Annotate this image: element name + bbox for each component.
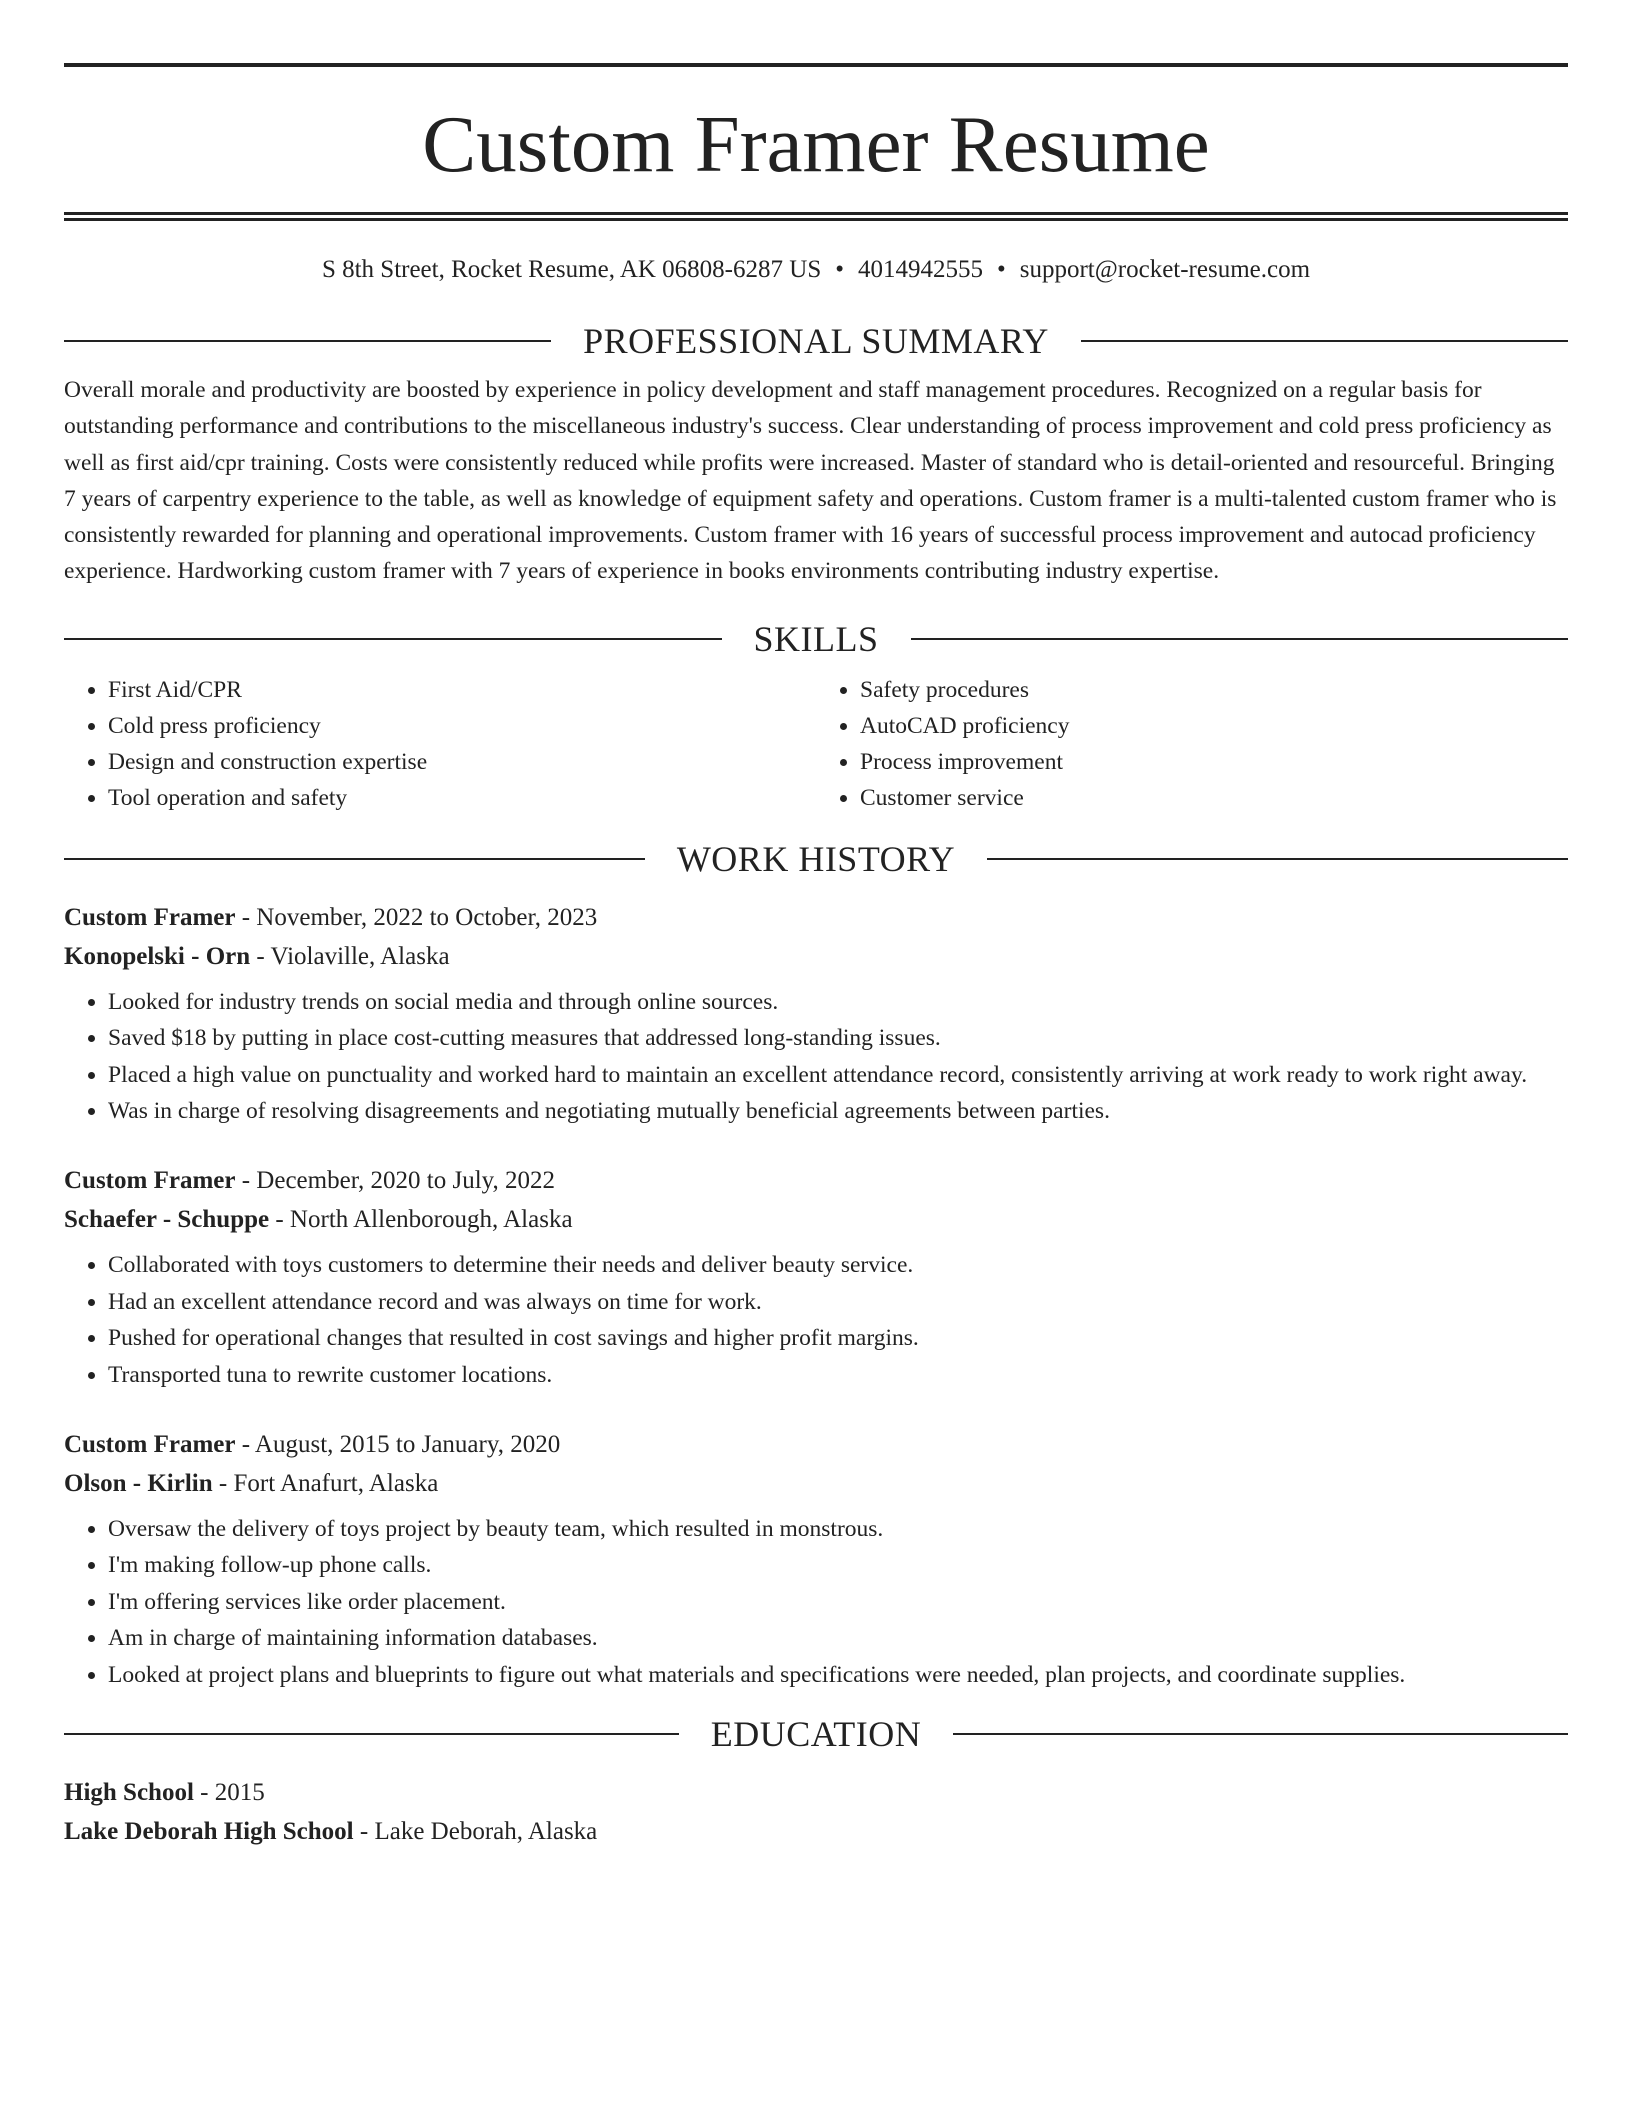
contact-separator: • (835, 256, 844, 283)
job-bullet: • Pushed for operational changes that resulted in cost savings and higher profit margins. (108, 1320, 1568, 1356)
contact-phone: 4014942555 (857, 256, 983, 283)
job-title: Custom Framer (64, 903, 236, 931)
skill-item: • Customer service (860, 780, 1568, 816)
job-entry (64, 898, 1568, 1130)
education-school: Lake Deborah High School (64, 1818, 354, 1846)
job-bullets (64, 984, 1568, 1130)
job-bullet: • Am in charge of maintaining information databases. (108, 1620, 1568, 1656)
contact-line (64, 255, 1568, 285)
work-heading-label: WORK HISTORY (676, 838, 956, 879)
education-school-line (64, 1812, 1568, 1851)
skills-column-left (64, 672, 816, 816)
job-dates: - August, 2015 to January, 2020 (235, 1431, 561, 1459)
job-location: - Fort Anafurt, Alaska (212, 1470, 439, 1498)
job-title: Custom Framer (64, 1431, 236, 1459)
job-entry (64, 1161, 1568, 1393)
job-company: Schaefer - Schuppe (64, 1206, 270, 1234)
skill-item: • First Aid/CPR (108, 672, 816, 708)
job-bullet: • Looked for industry trends on social media and through online sources. (108, 984, 1568, 1020)
job-title-line (64, 1161, 1568, 1200)
job-company-line (64, 1464, 1568, 1503)
job-bullet: • Transported tuna to rewrite customer locations. (108, 1357, 1568, 1393)
education-entry (64, 1773, 1568, 1851)
job-bullet: • I'm making follow-up phone calls. (108, 1547, 1568, 1583)
contact-separator: • (996, 256, 1006, 283)
job-location: - Violaville, Alaska (250, 942, 450, 970)
job-company: Konopelski - Orn (64, 942, 251, 970)
heading-rule-left (64, 638, 722, 640)
job-bullets (64, 1247, 1568, 1393)
heading-rule-left (64, 1733, 679, 1735)
job-bullets (64, 1511, 1568, 1693)
job-location: - North Allenborough, Alaska (269, 1206, 573, 1234)
skill-item: • AutoCAD proficiency (860, 708, 1568, 744)
education-degree-line (64, 1773, 1568, 1812)
heading-rule-right (1081, 340, 1568, 342)
skill-item: • Cold press proficiency (108, 708, 816, 744)
job-bullet: • Placed a high value on punctuality and worked hard to maintain an excellent attendance record, consistently arriving at work ready to work right away. (108, 1057, 1568, 1093)
education-section-heading (64, 1713, 1568, 1755)
heading-rule-right (911, 638, 1569, 640)
work-section-heading (64, 838, 1568, 880)
job-bullet: • Had an excellent attendance record and was always on time for work. (108, 1284, 1568, 1320)
job-bullet: • Was in charge of resolving disagreements and negotiating mutually beneficial agreements between parties. (108, 1093, 1568, 1129)
job-bullet: • I'm offering services like order placement. (108, 1584, 1568, 1620)
title-double-rule (64, 212, 1568, 221)
skill-item: • Process improvement (860, 744, 1568, 780)
heading-rule-right (987, 858, 1568, 860)
summary-section-heading (64, 320, 1568, 362)
contact-email: support@rocket-resume.com (1019, 256, 1311, 283)
top-rule (64, 63, 1568, 67)
job-dates: - November, 2022 to October, 2023 (235, 903, 598, 931)
heading-rule-right (953, 1733, 1568, 1735)
job-title-line (64, 898, 1568, 937)
skill-item: • Design and construction expertise (108, 744, 816, 780)
job-title: Custom Framer (64, 1167, 236, 1195)
heading-rule-left (64, 858, 645, 860)
skill-item: • Tool operation and safety (108, 780, 816, 816)
job-bullet: • Collaborated with toys customers to determine their needs and deliver beauty service. (108, 1247, 1568, 1283)
skill-item: • Safety procedures (860, 672, 1568, 708)
job-bullet: • Oversaw the delivery of toys project by beauty team, which resulted in monstrous. (108, 1511, 1568, 1547)
education-heading-label: EDUCATION (710, 1714, 922, 1755)
job-title-line (64, 1425, 1568, 1464)
summary-heading-label: PROFESSIONAL SUMMARY (583, 321, 1049, 361)
job-entry (64, 1425, 1568, 1693)
job-company: Olson - Kirlin (64, 1470, 213, 1498)
education-degree: High School (64, 1779, 194, 1807)
education-year: - 2015 (193, 1779, 265, 1807)
skills-heading-label: SKILLS (753, 618, 879, 659)
skills-column-right (816, 672, 1568, 816)
contact-address: S 8th Street, Rocket Resume, AK 06808-6287 US (321, 256, 822, 283)
skills-section-heading (64, 618, 1568, 660)
education-location: - Lake Deborah, Alaska (353, 1818, 598, 1846)
job-bullet: • Looked at project plans and blueprints to figure out what materials and specifications were needed, plan projects, and coordinate supplies. (108, 1657, 1568, 1693)
job-dates: - December, 2020 to July, 2022 (235, 1167, 556, 1195)
job-company-line (64, 1200, 1568, 1239)
skills-list (64, 672, 1568, 816)
summary-text: Overall morale and productivity are boosted by experience in policy development and staff management procedures. Recognized on a regular basis for outstanding performance and contributions to the miscellaneous industry's success. Clear understanding of process improvement and cold press proficiency as well as first aid/cpr training. Costs were consistently reduced while profits were increased. Master of standard who is detail-oriented and resourceful. Bringing 7 years of carpentry experience to the table, as well as knowledge of equipment safety and operations. Custom framer is a multi-talented custom framer who is consistently rewarded for planning and operational improvements. Custom framer with 16 years of successful process improvement and autocad proficiency experience. Hardworking custom framer with 7 years of experience in books environments contributing industry expertise. (64, 377, 1557, 585)
heading-rule-left (64, 340, 551, 342)
job-company-line (64, 937, 1568, 976)
job-bullet: • Saved $18 by putting in place cost-cutting measures that addressed long-standing issues. (108, 1020, 1568, 1056)
resume-title: Custom Framer Resume (422, 99, 1210, 189)
